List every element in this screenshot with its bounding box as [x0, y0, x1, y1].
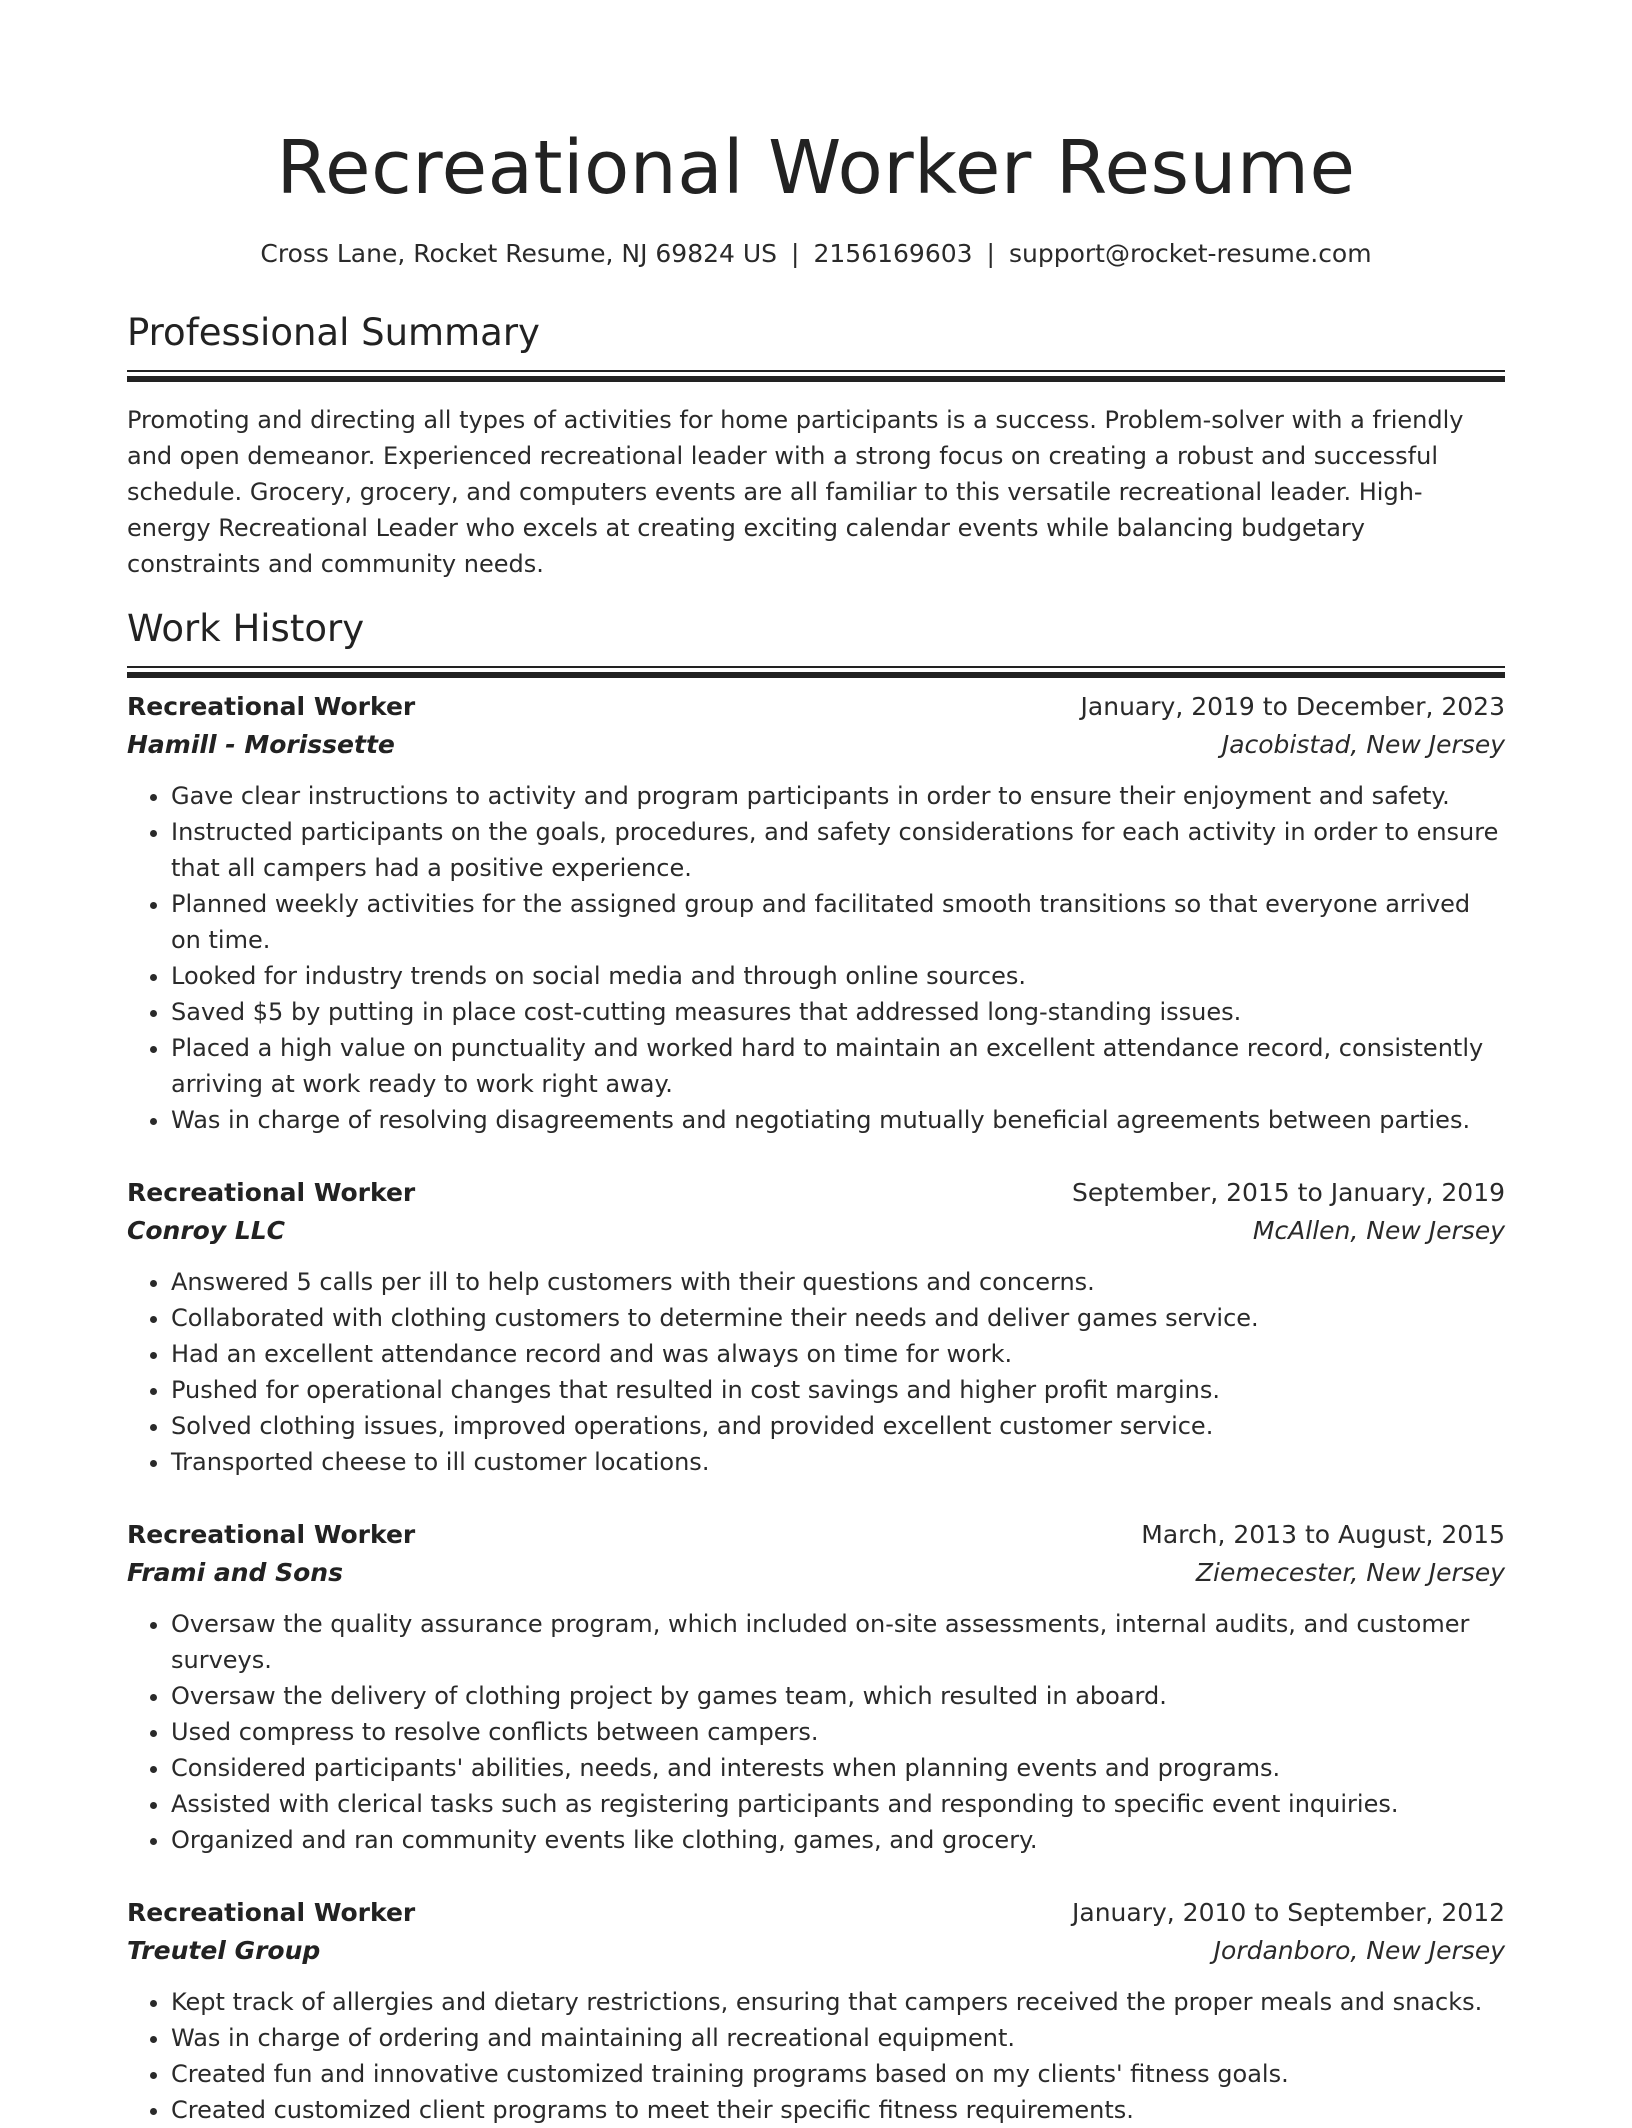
job-entry: [127, 1516, 1505, 1858]
job-bullet: • Transported cheese to ill customer locations.: [171, 1444, 1505, 1480]
job-bullet: • Was in charge of ordering and maintaining all recreational equipment.: [171, 2020, 1505, 2056]
section-heading-work-history: Work History: [127, 607, 365, 650]
job-bullet: • Used compress to resolve conflicts between campers.: [171, 1714, 1505, 1750]
job-dates: March, 2013 to August, 2015: [1141, 1520, 1505, 1549]
contact-phone: 2156169603: [813, 239, 973, 268]
job-bullet: • Organized and ran community events like clothing, games, and grocery.: [171, 1822, 1505, 1858]
summary-text: Promoting and directing all types of activities for home participants is a success. Problem-solver with a friendly and open demeanor. Experienced recreational leader with a strong focus on creating a robust and successful schedule. Grocery, grocery, and computers events are all familiar to this versatile recreational leader. High-energy Recreational Leader who excels at creating exciting calendar events while balancing budgetary constraints and community needs.: [127, 406, 1464, 578]
professional-summary-section: [127, 308, 1505, 582]
job-dates: January, 2019 to December, 2023: [1080, 692, 1505, 721]
contact-line: [127, 236, 1505, 272]
job-bullet: • Oversaw the quality assurance program, which included on-site assessments, internal audits, and customer surveys.: [171, 1606, 1505, 1678]
job-bullet: • Created fun and innovative customized training programs based on my clients' fitness goals.: [171, 2056, 1505, 2092]
resume-title: Recreational Worker Resume: [276, 125, 1356, 211]
job-entry: [127, 1894, 1505, 2128]
job-bullet: • Kept track of allergies and dietary restrictions, ensuring that campers received the proper meals and snacks.: [171, 1984, 1505, 2020]
job-bullets: [127, 778, 1505, 1138]
contact-separator: |: [986, 239, 995, 268]
job-bullet: • Saved $5 by putting in place cost-cutting measures that addressed long-standing issues.: [171, 994, 1505, 1030]
job-title: Recreational Worker: [127, 1520, 416, 1549]
job-title: Recreational Worker: [127, 1178, 416, 1207]
job-location: Ziemecester, New Jersey: [1195, 1558, 1505, 1587]
job-bullets: [127, 1606, 1505, 1858]
job-dates: January, 2010 to September, 2012: [1072, 1898, 1505, 1927]
job-title: Recreational Worker: [127, 1898, 416, 1927]
job-bullet: • Was in charge of resolving disagreements and negotiating mutually beneficial agreements between parties.: [171, 1102, 1505, 1138]
job-bullet: • Planned weekly activities for the assigned group and facilitated smooth transitions so that everyone arrived on time.: [171, 886, 1505, 958]
job-bullet: • Created customized client programs to meet their specific fitness requirements.: [171, 2092, 1505, 2128]
job-bullet: • Instructed participants on the goals, procedures, and safety considerations for each activity in order to ensure that all campers had a positive experience.: [171, 814, 1505, 886]
job-bullet: • Answered 5 calls per ill to help customers with their questions and concerns.: [171, 1264, 1505, 1300]
job-location: Jordanboro, New Jersey: [1213, 1936, 1505, 1965]
job-bullet: • Pushed for operational changes that resulted in cost savings and higher profit margins.: [171, 1372, 1505, 1408]
job-entry: [127, 1174, 1505, 1480]
job-bullet: • Gave clear instructions to activity and program participants in order to ensure their enjoyment and safety.: [171, 778, 1505, 814]
job-company: Hamill - Morissette: [127, 730, 395, 759]
work-history-section: [127, 604, 1505, 2128]
job-bullets: [127, 1984, 1505, 2128]
job-bullet: • Had an excellent attendance record and was always on time for work.: [171, 1336, 1505, 1372]
job-dates: September, 2015 to January, 2019: [1072, 1178, 1505, 1207]
job-bullet: • Solved clothing issues, improved operations, and provided excellent customer service.: [171, 1408, 1505, 1444]
job-title: Recreational Worker: [127, 692, 416, 721]
job-company: Frami and Sons: [127, 1558, 343, 1587]
contact-email: support@rocket-resume.com: [1008, 239, 1372, 268]
job-location: McAllen, New Jersey: [1252, 1216, 1505, 1245]
job-bullet: • Assisted with clerical tasks such as registering participants and responding to specific event inquiries.: [171, 1786, 1505, 1822]
job-bullet: • Collaborated with clothing customers to determine their needs and deliver games service.: [171, 1300, 1505, 1336]
job-bullet: • Considered participants' abilities, needs, and interests when planning events and programs.: [171, 1750, 1505, 1786]
job-bullets: [127, 1264, 1505, 1480]
job-bullet: • Oversaw the delivery of clothing project by games team, which resulted in aboard.: [171, 1678, 1505, 1714]
section-divider: [127, 370, 1505, 372]
job-bullet: • Looked for industry trends on social media and through online sources.: [171, 958, 1505, 994]
job-company: Treutel Group: [127, 1936, 321, 1965]
section-divider: [127, 666, 1505, 668]
job-company: Conroy LLC: [127, 1216, 286, 1245]
job-location: Jacobistad, New Jersey: [1221, 730, 1505, 759]
contact-address: Cross Lane, Rocket Resume, NJ 69824 US: [260, 239, 778, 268]
section-heading-summary: Professional Summary: [127, 311, 540, 354]
job-bullet: • Placed a high value on punctuality and worked hard to maintain an excellent attendance record, consistently arriving at work ready to work right away.: [171, 1030, 1505, 1102]
contact-separator: |: [791, 239, 800, 268]
job-entry: [127, 688, 1505, 1138]
